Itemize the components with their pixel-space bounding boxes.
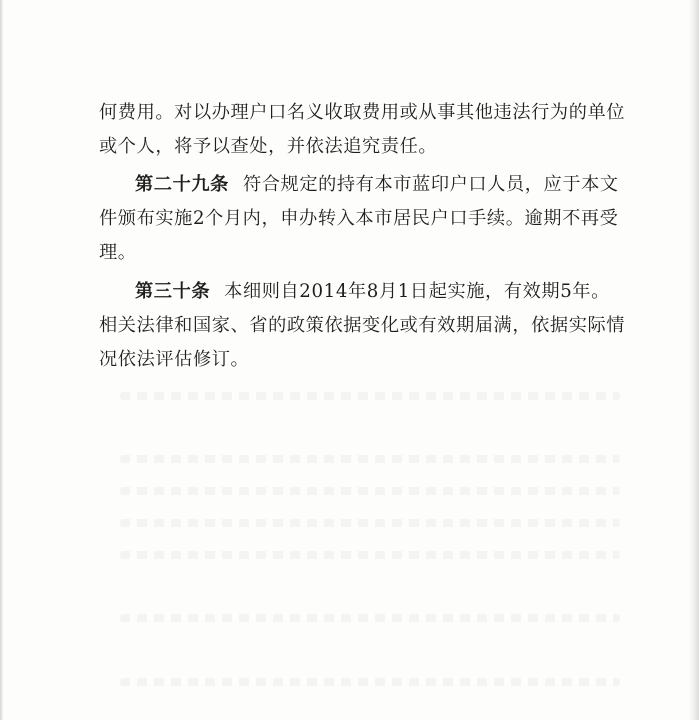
show-through-text	[120, 551, 620, 559]
paragraph-line: 或个人，将予以查处，并依法追究责任。	[99, 136, 438, 157]
article-text: 符合规定的持有本市蓝印户口人员，应于本文	[242, 174, 619, 195]
article-heading: 第三十条	[135, 281, 211, 302]
article-text: 本细则自2014年8月1日起实施，有效期5年。	[224, 281, 610, 302]
paragraph-line: 相关法律和国家、省的政策依据变化或有效期届满，依据实际情	[99, 315, 626, 336]
article-30-first-line	[99, 275, 619, 309]
page-right-edge	[689, 0, 699, 720]
paragraph-line: 件颁布实施2个月内，申办转入本市居民户口手续。逾期不再受	[99, 208, 619, 229]
document-body	[99, 96, 626, 377]
paragraph-line: 理。	[99, 242, 137, 263]
paragraph-line: 何费用。对以办理户口名义收取费用或从事其他违法行为的单位	[99, 102, 626, 123]
article-heading: 第二十九条	[135, 174, 229, 195]
show-through-text	[120, 519, 620, 527]
show-through-text	[120, 678, 620, 686]
show-through-text	[120, 455, 620, 463]
show-through-text	[120, 487, 620, 495]
paragraph-line: 况依法评估修订。	[99, 349, 250, 370]
show-through-text	[120, 614, 620, 622]
show-through-text	[120, 392, 620, 400]
page-left-edge	[0, 0, 3, 720]
article-29-first-line	[99, 168, 619, 202]
